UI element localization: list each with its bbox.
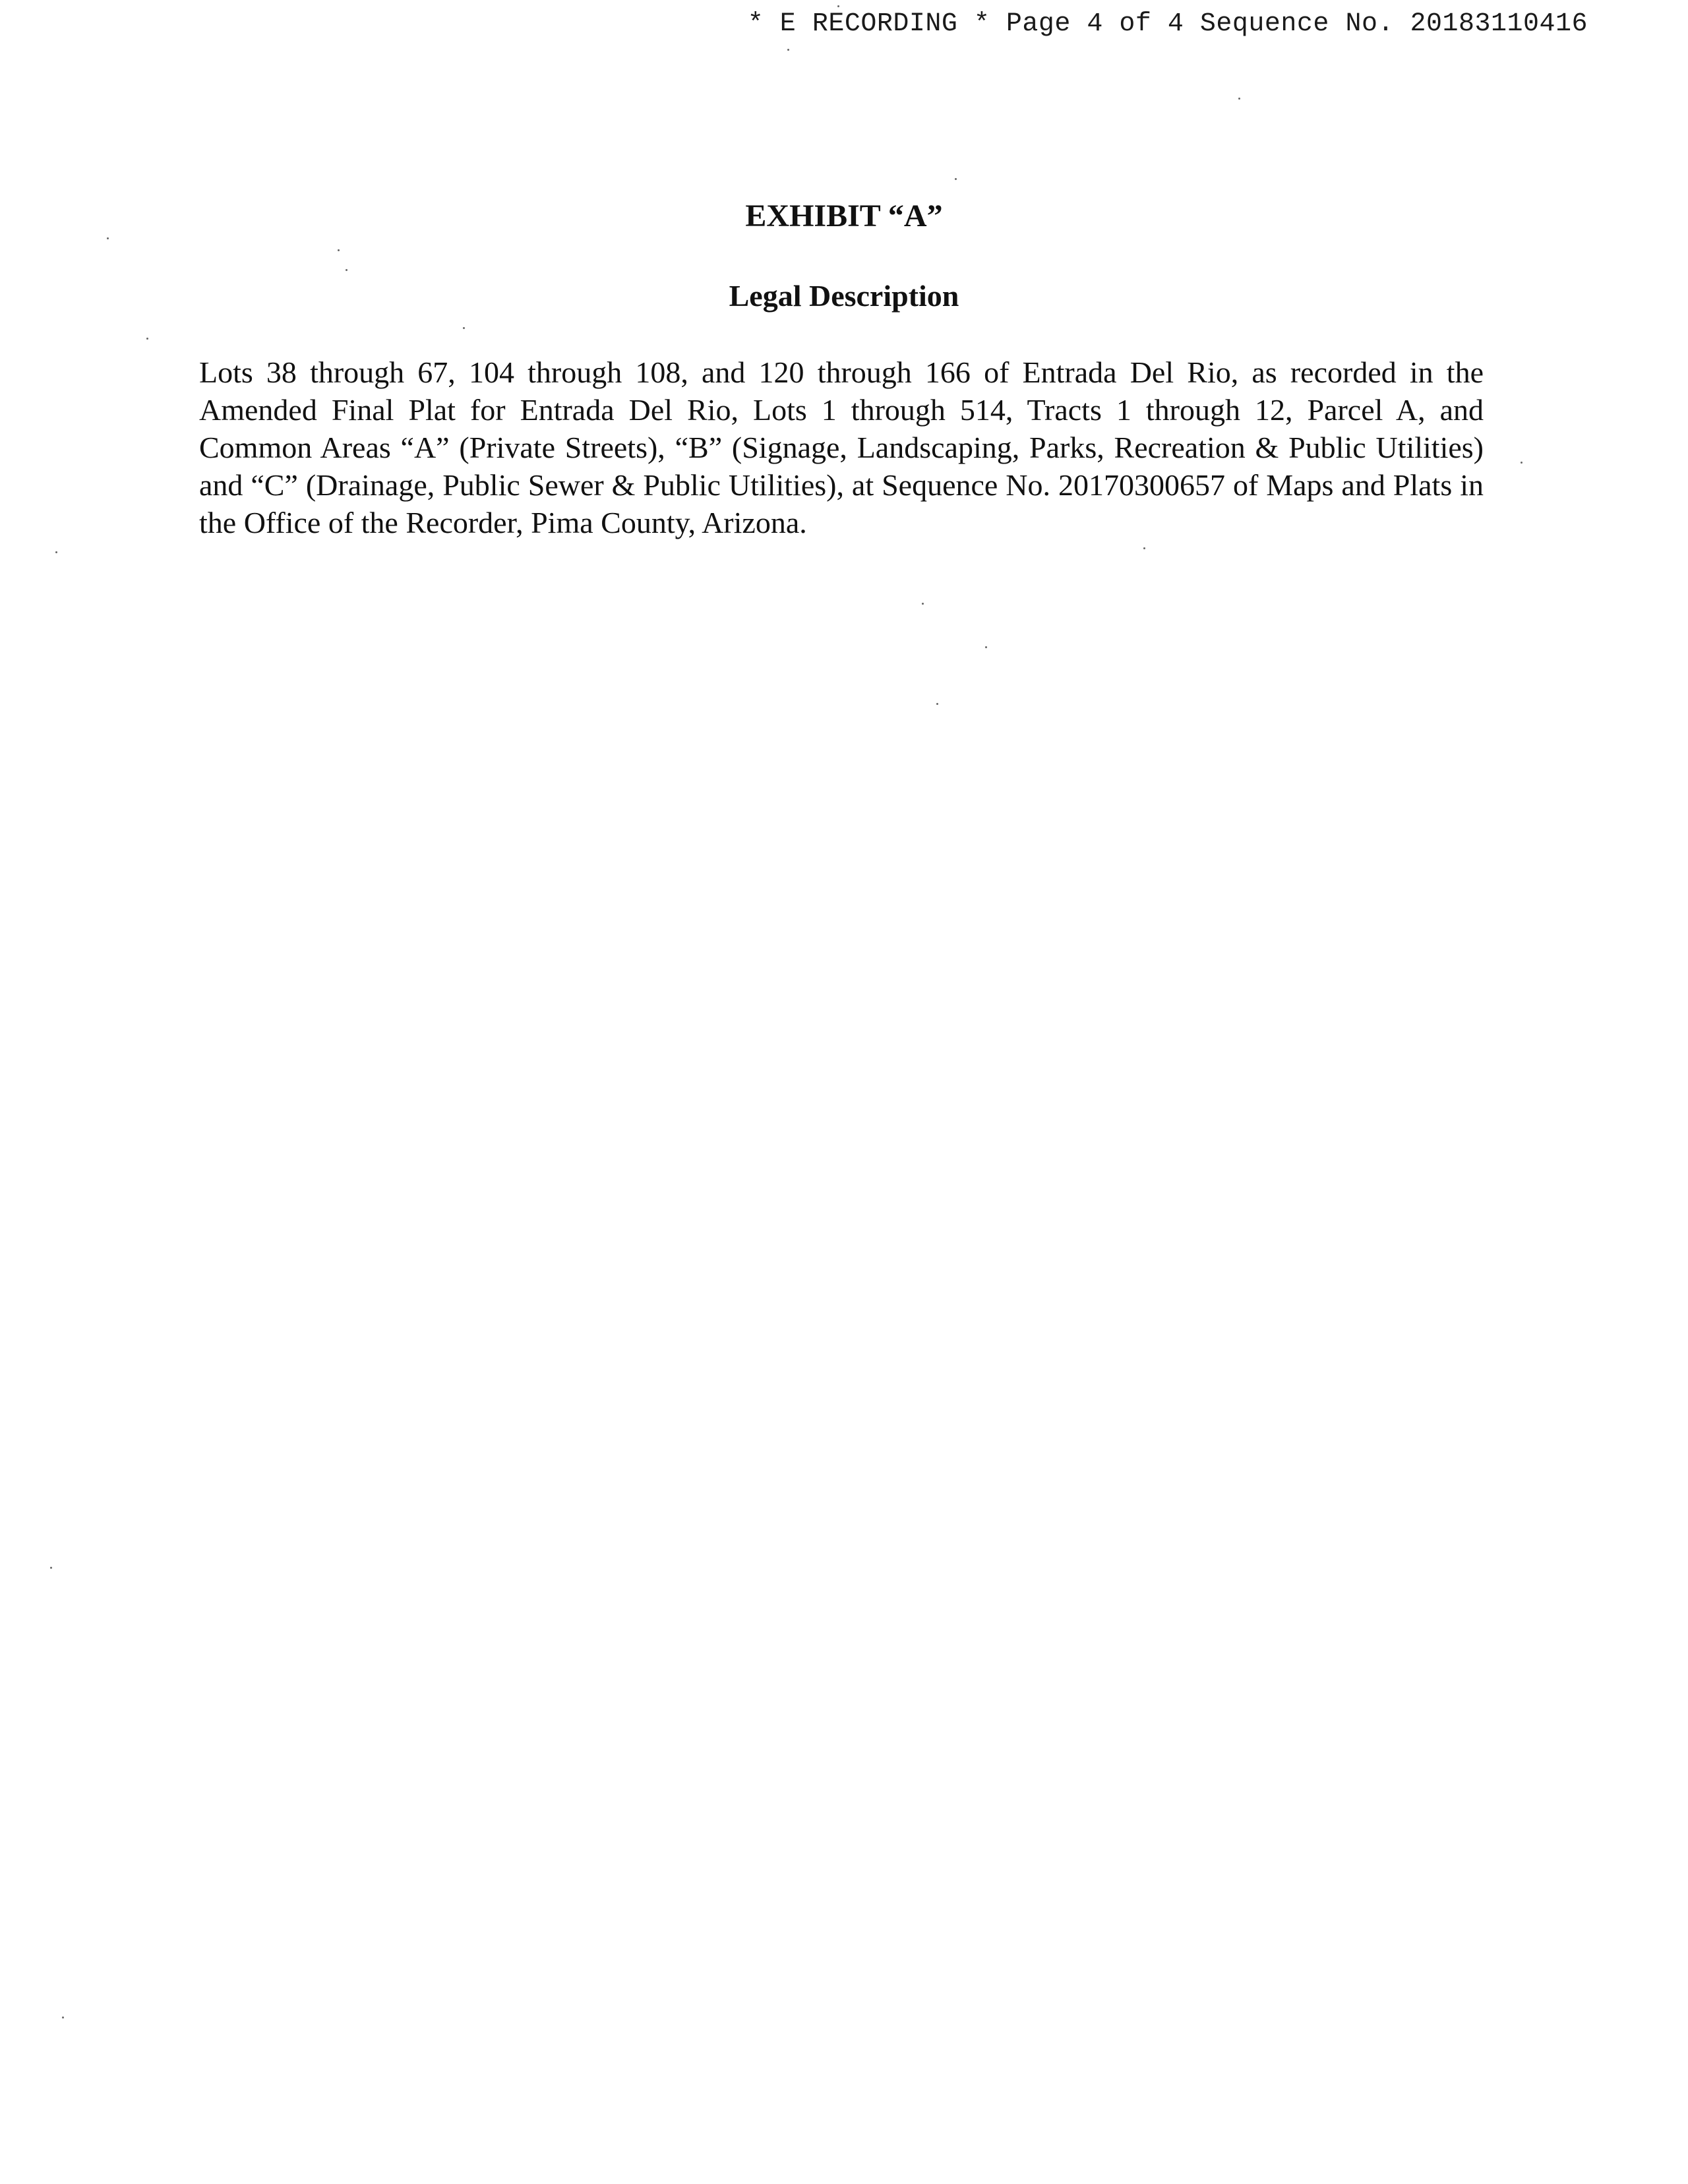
scan-speck xyxy=(338,249,340,251)
scan-speck xyxy=(346,269,347,271)
scan-speck xyxy=(985,646,987,648)
scan-speck xyxy=(955,178,957,180)
scan-speck xyxy=(787,49,789,51)
legal-description-text: Lots 38 through 67, 104 through 108, and 120 through 166 of Entrada Del Rio, as recorded in the Amended Final Plat for Entrada Del Rio, Lots 1 through 514, Tracts 1 through 12, Parcel A, and Common Areas “A” (Private Streets), “B” (Signage, Landscaping, Parks, Recreation & Public Utilities) and “C” (Drainage, Public Sewer & Public Utilities), at Sequence No. 20170300657 of Maps and Plats in the Office of the Recorder, Pima County, Arizona. xyxy=(199,355,1484,539)
scan-speck xyxy=(146,338,148,340)
exhibit-title: EXHIBIT “A” xyxy=(745,198,943,233)
scan-speck xyxy=(1143,547,1145,549)
legal-description-heading: Legal Description xyxy=(729,279,959,313)
scan-speck xyxy=(1238,98,1240,100)
scan-speck xyxy=(107,237,109,239)
scan-speck xyxy=(463,327,465,329)
scan-speck xyxy=(50,1567,52,1569)
scan-speck xyxy=(936,703,938,705)
scan-speck xyxy=(55,551,57,553)
scan-speck xyxy=(837,5,839,7)
scan-speck xyxy=(1521,462,1522,464)
scan-speck xyxy=(922,603,924,605)
scan-speck xyxy=(62,2017,64,2018)
recording-stamp: * E RECORDING * Page 4 of 4 Sequence No. 20183110416 xyxy=(747,9,1588,39)
